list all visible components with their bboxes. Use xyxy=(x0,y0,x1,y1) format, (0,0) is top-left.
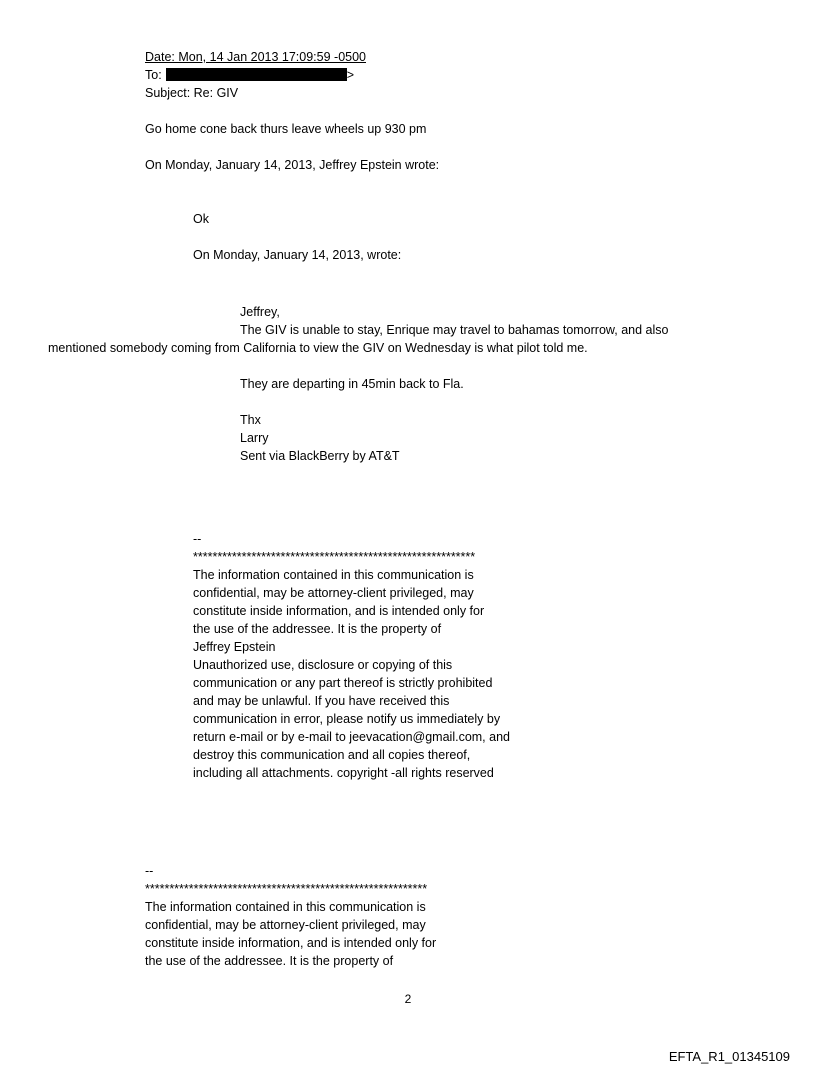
email-line: The information contained in this communication is xyxy=(145,900,426,914)
email-line: On Monday, January 14, 2013, Jeffrey Epstein wrote: xyxy=(145,158,440,172)
email-line: Jeffrey Epstein xyxy=(193,640,276,654)
email-line: constitute inside information, and is intended only for xyxy=(193,604,485,618)
email-line: Go home cone back thurs leave wheels up 930 pm xyxy=(145,122,427,136)
email-line: Ok xyxy=(193,212,209,226)
email-line: Subject: Re: GIV xyxy=(145,86,239,100)
email-line: The GIV is unable to stay, Enrique may travel to bahamas tomorrow, and also xyxy=(240,323,669,337)
email-line: -- xyxy=(193,532,202,546)
email-line: -- xyxy=(145,864,154,878)
email-line: The information contained in this communication is xyxy=(193,568,474,582)
email-body xyxy=(0,48,816,970)
redacted-line-prefix: To: xyxy=(145,68,162,82)
email-line: destroy this communication and all copies thereof, xyxy=(193,748,471,762)
email-line: communication or any part thereof is strictly prohibited xyxy=(193,676,493,690)
email-line: and may be unlawful. If you have received this xyxy=(193,694,450,708)
page-number: 2 xyxy=(404,992,412,1006)
email-line: Thx xyxy=(240,413,261,427)
email-line: Jeffrey, xyxy=(240,305,280,319)
email-line: return e-mail or by e-mail to jeevacation@gmail.com, and xyxy=(193,730,510,744)
email-line: On Monday, January 14, 2013, wrote: xyxy=(193,248,402,262)
redacted-line-suffix: > xyxy=(346,68,354,82)
email-line: constitute inside information, and is intended only for xyxy=(145,936,437,950)
email-line: confidential, may be attorney-client privileged, may xyxy=(145,918,426,932)
redaction-bar xyxy=(166,68,347,81)
bates-number: EFTA_R1_01345109 xyxy=(668,1049,790,1064)
email-line: ********************************************************** xyxy=(193,550,476,564)
email-line: the use of the addressee. It is the property of xyxy=(145,954,394,968)
email-line: Unauthorized use, disclosure or copying of this xyxy=(193,658,453,672)
email-line: ********************************************************** xyxy=(145,882,428,896)
email-line: Larry xyxy=(240,431,269,445)
email-line: including all attachments. copyright -all rights reserved xyxy=(193,766,494,780)
email-line: mentioned somebody coming from California to view the GIV on Wednesday is what pilot told me. xyxy=(48,341,588,355)
email-line: Date: Mon, 14 Jan 2013 17:09:59 -0500 xyxy=(145,50,366,64)
email-line-redacted xyxy=(0,66,816,84)
email-line: Sent via BlackBerry by AT&T xyxy=(240,449,400,463)
email-line: the use of the addressee. It is the property of xyxy=(193,622,442,636)
email-line: communication in error, please notify us immediately by xyxy=(193,712,501,726)
email-line: confidential, may be attorney-client privileged, may xyxy=(193,586,474,600)
email-line: They are departing in 45min back to Fla. xyxy=(240,377,464,391)
